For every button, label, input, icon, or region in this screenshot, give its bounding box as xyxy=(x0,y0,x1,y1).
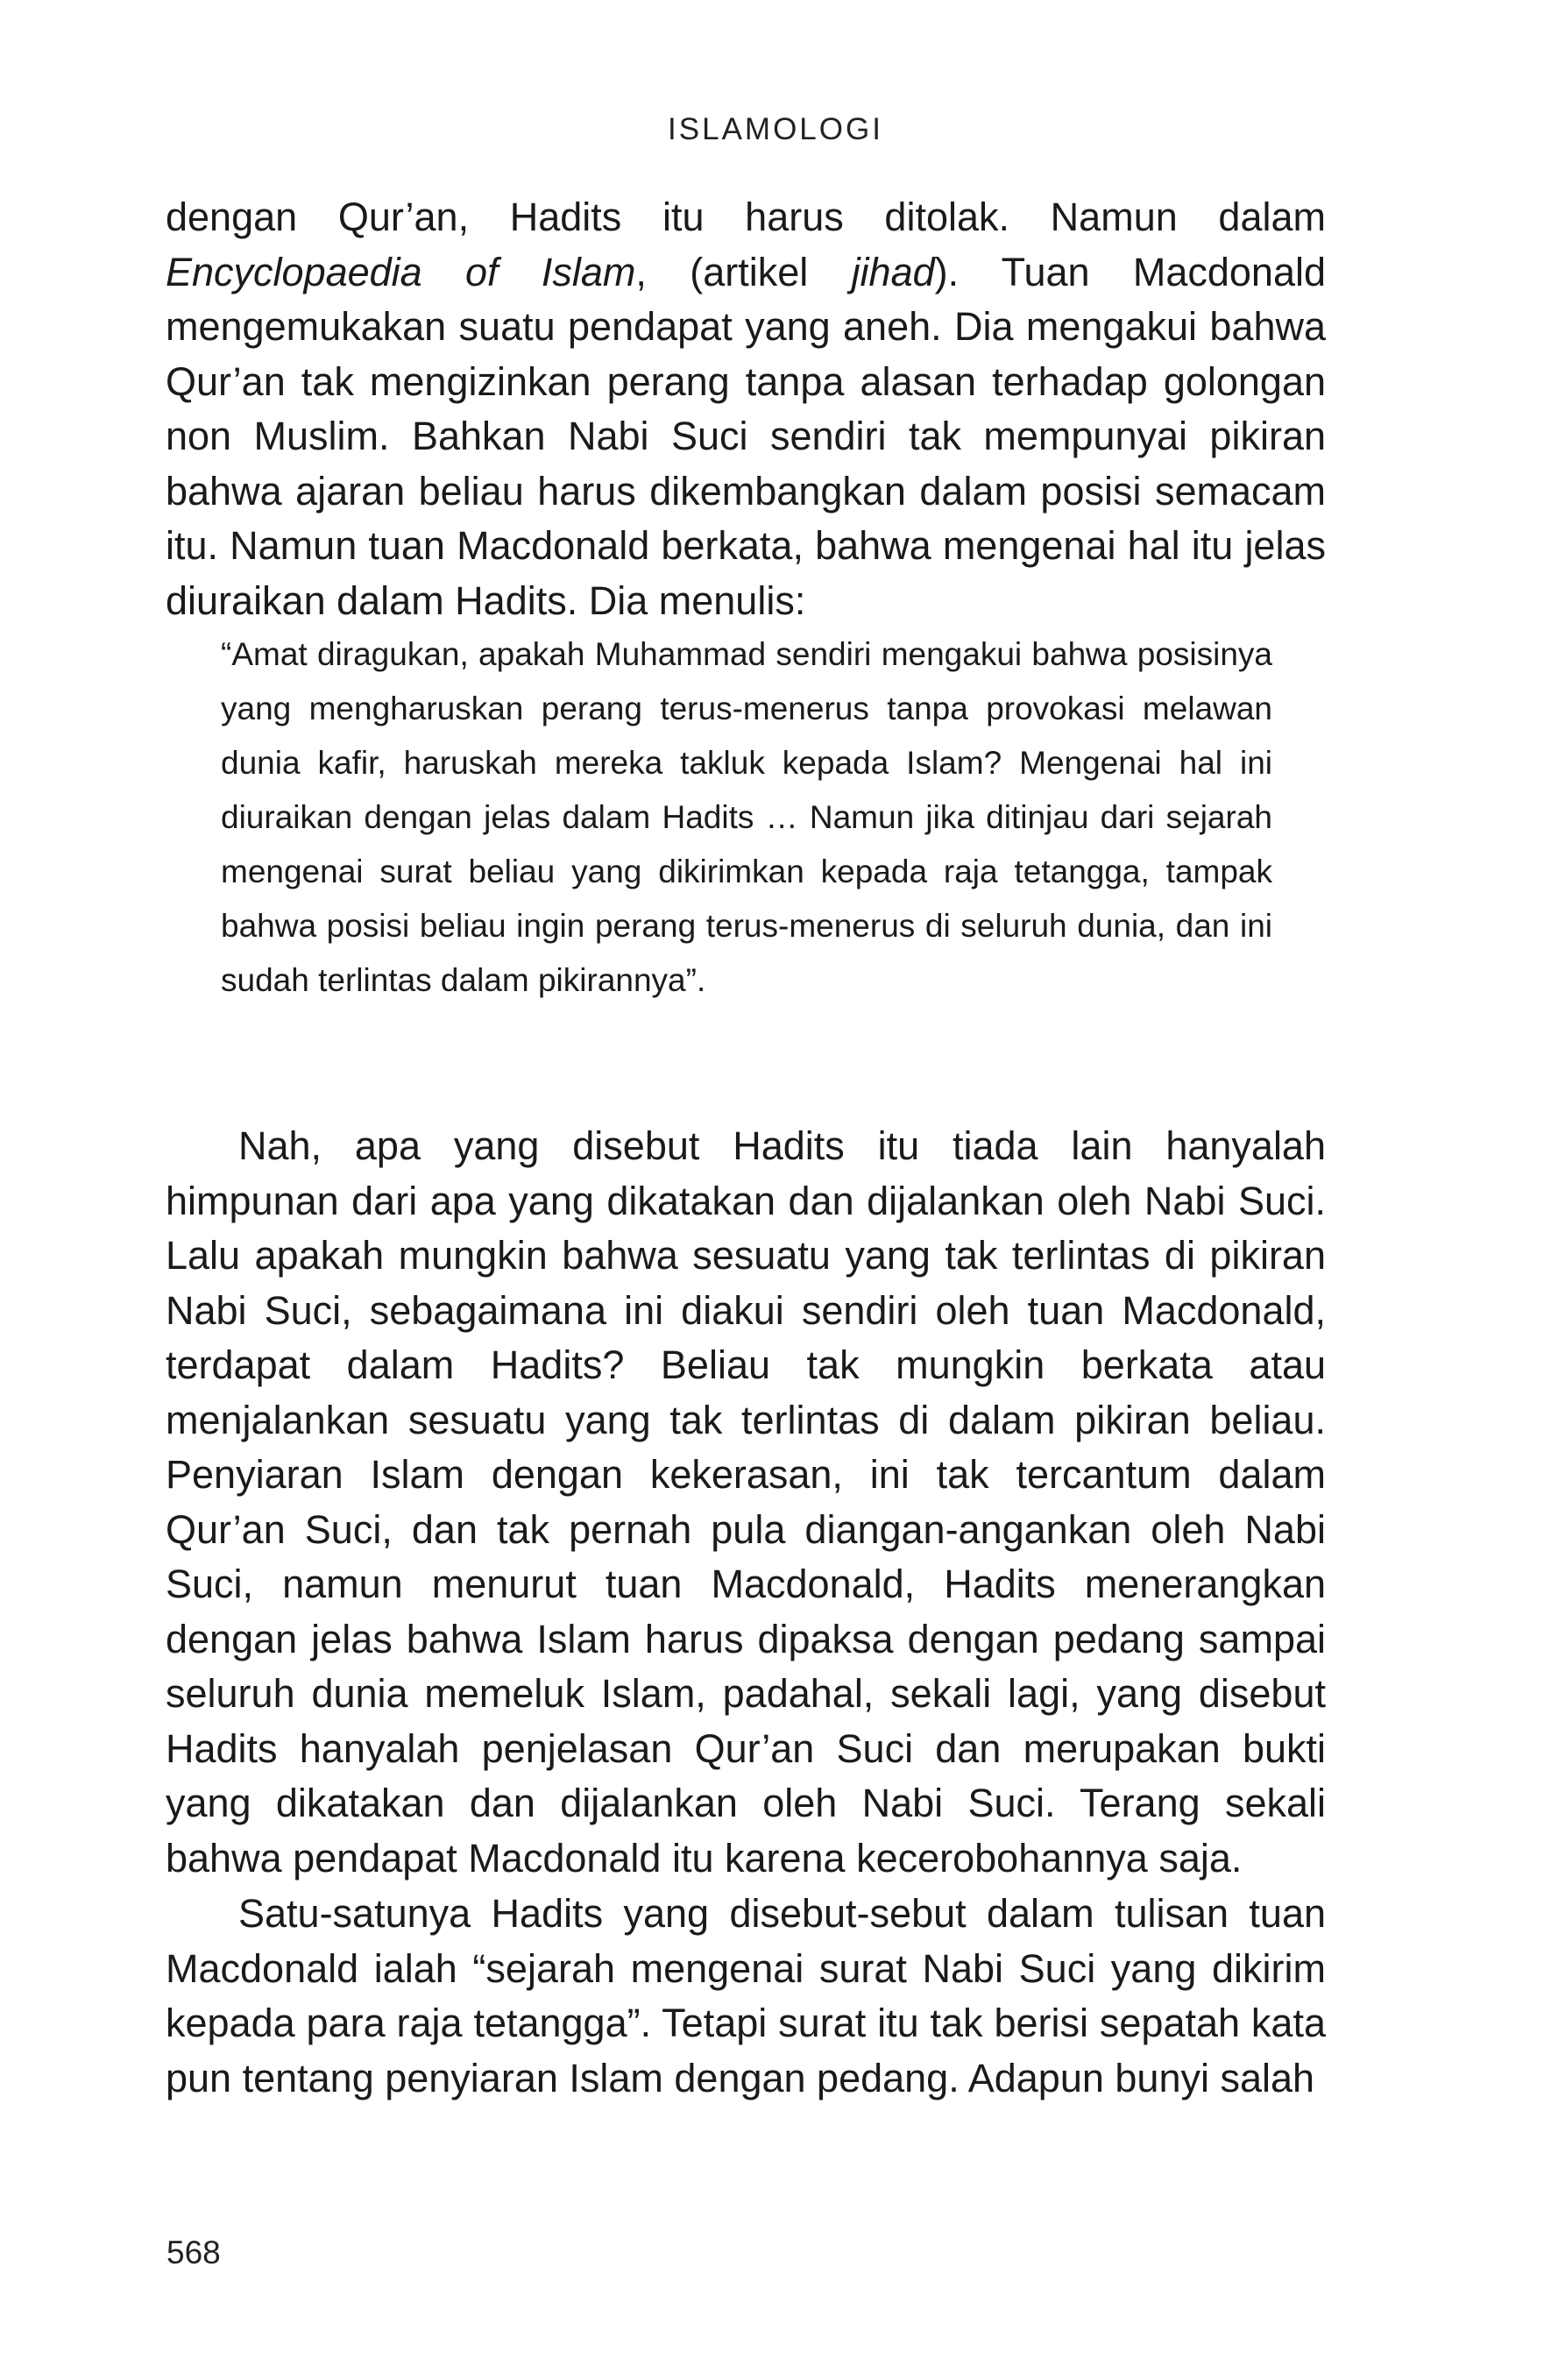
paragraph-1-text-c: ). Tuan Macdonald mengemukakan suatu pendapat yang aneh. Dia mengakui bahwa Qur’an tak mengizinkan perang tanpa alasan terhadap golongan non Muslim. Bahkan Nabi Suci sendiri tak mempunyai pikiran bahwa ajaran beliau harus dikembangkan dalam posisi semacam itu. Namun tuan Macdonald berkata, bahwa mengenai hal itu jelas diuraikan dalam Hadits. Dia menulis: xyxy=(166,249,1326,623)
jihad-term: jihad xyxy=(851,249,935,294)
paragraph-1-text-a: dengan Qur’an, Hadits itu harus ditolak. Namun dalam xyxy=(166,195,1326,239)
body-paragraph-1 xyxy=(166,190,1326,628)
paragraph-1-text-b: , (artikel xyxy=(635,249,852,294)
running-header: ISLAMOLOGI xyxy=(668,112,883,146)
body-paragraph-3: Satu-satunya Hadits yang disebut-sebut dalam tulisan tuan Macdonald ialah “sejarah mengenai surat Nabi Suci yang dikirim kepada para raja tetangga”. Tetapi surat itu tak berisi sepatah kata pun tentang penyiaran Islam dengan pedang. Adapun bunyi salah xyxy=(166,1891,1326,2100)
body-paragraph-2: Nah, apa yang disebut Hadits itu tiada lain hanyalah himpunan dari apa yang dikatakan dan dijalankan oleh Nabi Suci. Lalu apakah mungkin bahwa sesuatu yang tak terlintas di pikiran Nabi Suci, sebagaimana ini diakui sendiri oleh tuan Macdonald, terdapat dalam Hadits? Beliau tak mungkin berkata atau menjalankan sesuatu yang tak terlintas di dalam pikiran beliau. Penyiaran Islam dengan kekerasan, ini tak tercantum dalam Qur’an Suci, dan tak pernah pula diangan-angankan oleh Nabi Suci, namun menurut tuan Macdonald, Hadits menerangkan dengan jelas bahwa Islam harus dipaksa dengan pedang sampai seluruh dunia memeluk Islam, padahal, sekali lagi, yang disebut Hadits hanyalah penjelasan Qur’an Suci dan merupakan bukti yang dikatakan dan dijalankan oleh Nabi Suci. Terang sekali bahwa pendapat Macdonald itu karena kecerobohannya saja. xyxy=(166,1123,1326,1881)
encyclopaedia-title: Encyclopaedia of Islam xyxy=(166,249,636,294)
block-quote: “Amat diragukan, apakah Muhammad sendiri mengakui bahwa posisinya yang mengharuskan perang terus-menerus tanpa provokasi melawan dunia kafir, haruskah mereka takluk kepada Islam? Mengenai hal ini diuraikan dengan jelas dalam Hadits … Namun jika ditinjau dari sejarah mengenai surat beliau yang dikirimkan kepada raja tetangga, tampak bahwa posisi beliau ingin perang terus-menerus di seluruh dunia, dan ini sudah terlintas dalam pikirannya”. xyxy=(221,636,1272,998)
page-number: 568 xyxy=(166,2235,221,2270)
